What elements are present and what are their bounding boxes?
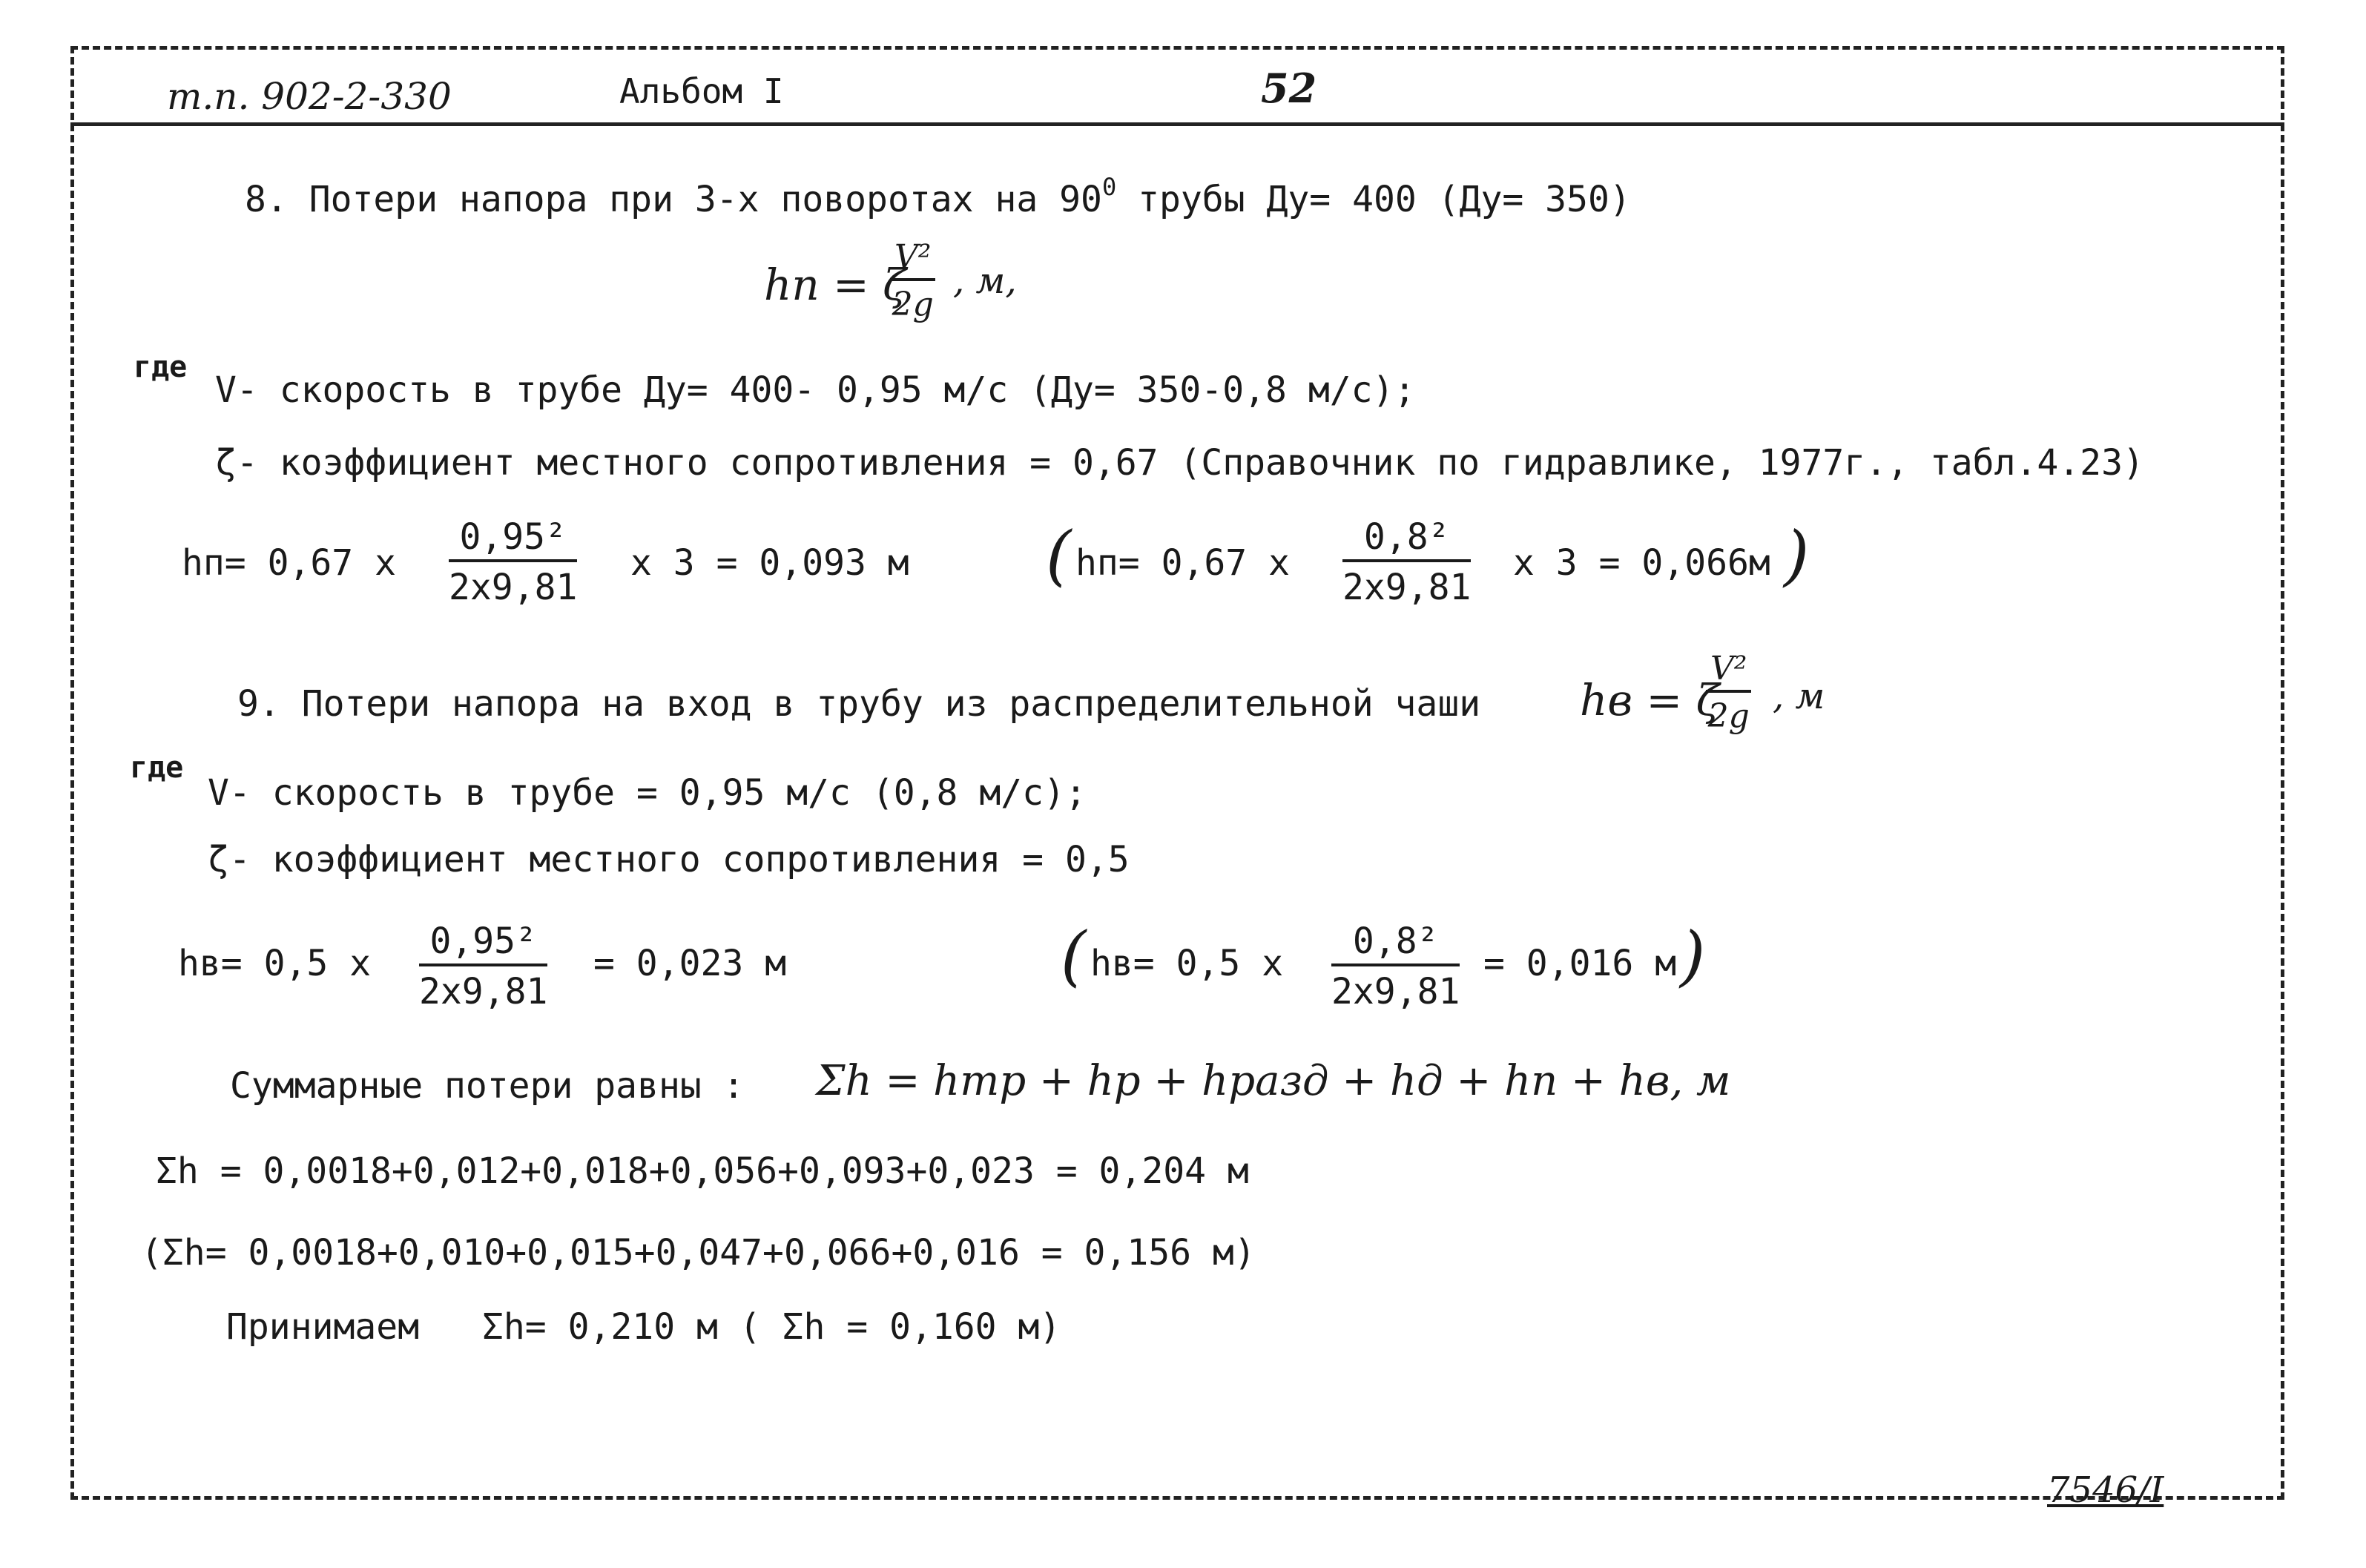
section-8-coefficient-line: ζ- коэффициент местного сопротивления = 0,67 (Справочник по гидравлике, 1977г., табл.4.23) [215,442,2144,484]
section-8-heading: 8. Потери напора при 3-х поворотах на $90^0$ трубы Ду= 400 (Ду= 350) [245,173,1631,220]
section-8-calc-2-rhs: х 3 = 0,066м [1513,542,1770,584]
section-8-calc-2-close-paren: ) [1784,517,1810,593]
section-9-calc-2-fraction: 0,8² 2х9,81 [1331,920,1460,1012]
summary-sum-alt: (Σh= 0,0018+0,010+0,015+0,047+0,066+0,016 = 0,156 м) [141,1232,1256,1274]
section-9-calc-1-lhs: hв= 0,5 х [178,943,372,984]
section-9-calc-1-fraction: 0,95² 2х9,81 [419,920,548,1012]
section-9-where: где [130,751,184,785]
section-8-where: где [134,350,188,384]
section-8-formula-unit: , м, [953,260,1017,302]
section-9-coefficient-line: ζ- коэффициент местного сопротивления = 0,5 [208,839,1130,880]
summary-formula: Σh = hтр + hр + hразд + hд + hп + hв, м [816,1057,1731,1105]
section-8-formula-fraction: $\frac{\text{V²}}{2g}$ [890,241,935,321]
summary-label: Суммарные потери равны : [230,1065,745,1107]
section-8-velocity-line: V- скорость в трубе Ду= 400- 0,95 м/с (Ду= 350-0,8 м/с); [215,369,1416,411]
section-8-calc-1-rhs: х 3 = 0,093 м [630,542,909,584]
document-code: т.п. 902-2-330 [167,75,452,118]
section-9-heading: 9. Потери напора на вход в трубу из распределительной чаши [237,683,1481,725]
section-9-formula-fraction: $\frac{\text{V²}}{2g}$ [1706,653,1751,733]
section-8-formula-lhs: hп = ζ [764,260,906,310]
section-9-calc-2-lhs: hв= 0,5 х [1090,943,1284,984]
album-label: Альбом I [619,71,784,111]
accepted-value: Σh= 0,210 м ( Σh = 0,160 м) [482,1306,1061,1348]
title-block-divider [70,122,2284,126]
section-9-calc-2-close-paren: ) [1680,918,1706,994]
section-9-formula-unit: , м [1773,676,1825,717]
section-8-calc-1-fraction: 0,95² 2х9,81 [449,516,578,608]
section-8-calc-2-open-paren: ( [1046,517,1072,593]
section-9-calc-1-rhs: = 0,023 м [593,943,787,984]
section-8-calc-1-lhs: hп= 0,67 х [182,542,396,584]
sheet-code: 7546/I [2047,1469,2164,1511]
accepted-label: Принимаем [226,1306,420,1348]
section-8-calc-2-fraction: 0,8² 2х9,81 [1342,516,1472,608]
page-number: 52 [1261,65,1317,112]
summary-sum-main: Σh = 0,0018+0,012+0,018+0,056+0,093+0,023 = 0,204 м [156,1150,1249,1192]
section-9-velocity-line: V- скорость в трубе = 0,95 м/с (0,8 м/с); [208,772,1087,814]
section-9-calc-2-rhs: = 0,016 м [1483,943,1677,984]
section-9-calc-2-open-paren: ( [1061,918,1087,994]
section-8-calc-2-lhs: hп= 0,67 х [1075,542,1290,584]
section-9-formula-lhs: hв = ζ [1580,675,1720,725]
